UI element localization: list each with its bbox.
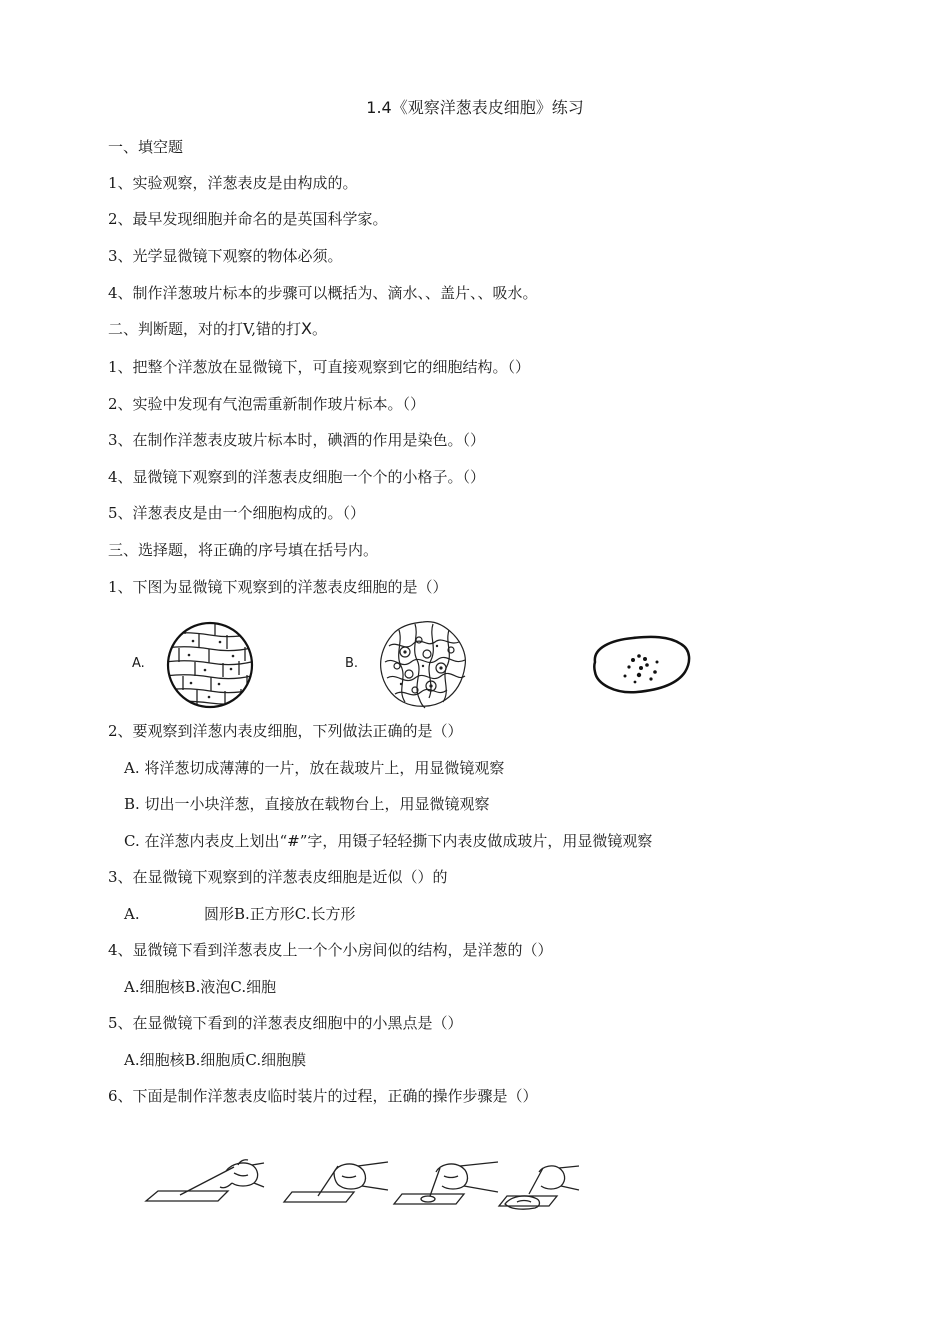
step-4-illustration — [495, 1160, 580, 1215]
question-1-2: 2、最早发现细胞并命名的是英国科学家。 — [108, 210, 388, 228]
option-a-label: A. — [132, 656, 145, 671]
question-2-1: 1、把整个洋葱放在显微镜下，可直接观察到它的细胞结构。（） — [108, 358, 531, 376]
heading-text: 二、判断题，对的打V,错的打 — [108, 320, 301, 338]
question-3-2: 2、要观察到洋葱内表皮细胞，下列做法正确的是（） — [108, 722, 463, 740]
step-2-illustration — [280, 1158, 390, 1213]
question-3-1: 1、下图为显微镜下观察到的洋葱表皮细胞的是（） — [108, 578, 448, 596]
wrong-mark: X — [300, 319, 312, 338]
question-2-4: 4、显微镜下观察到的洋葱表皮细胞一个个的小格子。（） — [108, 468, 486, 486]
section-heading-true-false — [108, 319, 327, 339]
question-3-4-options: A.细胞核B.液泡C.细胞 — [124, 978, 277, 996]
section-heading-fill-blank: 一、填空题 — [108, 138, 184, 156]
question-1-1: 1、实验观察，洋葱表皮是由构成的。 — [108, 174, 358, 192]
step-3-illustration — [390, 1158, 500, 1213]
question-3-2-option-a: A. 将洋葱切成薄薄的一片，放在裁玻片上，用显微镜观察 — [124, 759, 505, 777]
heading-end: 。 — [311, 320, 327, 338]
question-3-2-option-c: C. 在洋葱内表皮上划出“#”字，用镊子轻轻撕下内表皮做成玻片，用显微镜观察 — [124, 832, 653, 850]
question-3-5-options: A.细胞核B.细胞质C.细胞膜 — [124, 1051, 307, 1069]
question-3-3: 3、在显微镜下观察到的洋葱表皮细胞是近似（）的 — [108, 868, 448, 886]
question-3-5: 5、在显微镜下看到的洋葱表皮细胞中的小黑点是（） — [108, 1014, 463, 1032]
question-1-4: 4、制作洋葱玻片标本的步骤可以概括为、滴水、、盖片、、吸水。 — [108, 284, 538, 302]
question-2-2: 2、实验中发现有气泡需重新制作玻片标本。（） — [108, 395, 426, 413]
question-3-2-option-b: B. 切出一小块洋葱，直接放在载物台上，用显微镜观察 — [124, 795, 490, 813]
question-3-3-options: 圆形B.正方形C.长方形 — [204, 905, 356, 923]
step-1-illustration — [140, 1155, 265, 1213]
option-b-label: B. — [345, 656, 359, 671]
question-3-3-option-a: A. — [124, 905, 140, 923]
onion-cells-figure — [165, 620, 255, 710]
question-3-4: 4、显微镜下看到洋葱表皮上一个个小房间似的结构，是洋葱的（） — [108, 941, 553, 959]
question-3-6: 6、下面是制作洋葱表皮临时装片的过程，正确的操作步骤是（） — [108, 1087, 538, 1105]
page-title: 1.4《观察洋葱表皮细胞》练习 — [366, 98, 584, 117]
section-heading-choice: 三、选择题，将正确的序号填在括号内。 — [108, 541, 379, 559]
question-2-3: 3、在制作洋葱表皮玻片标本时，碘酒的作用是染色。（） — [108, 431, 486, 449]
tangled-cells-figure — [375, 616, 471, 712]
question-2-5: 5、洋葱表皮是由一个细胞构成的。（） — [108, 504, 366, 522]
question-1-3: 3、光学显微镜下观察的物体必须。 — [108, 247, 343, 265]
blob-cell-figure — [585, 632, 695, 696]
